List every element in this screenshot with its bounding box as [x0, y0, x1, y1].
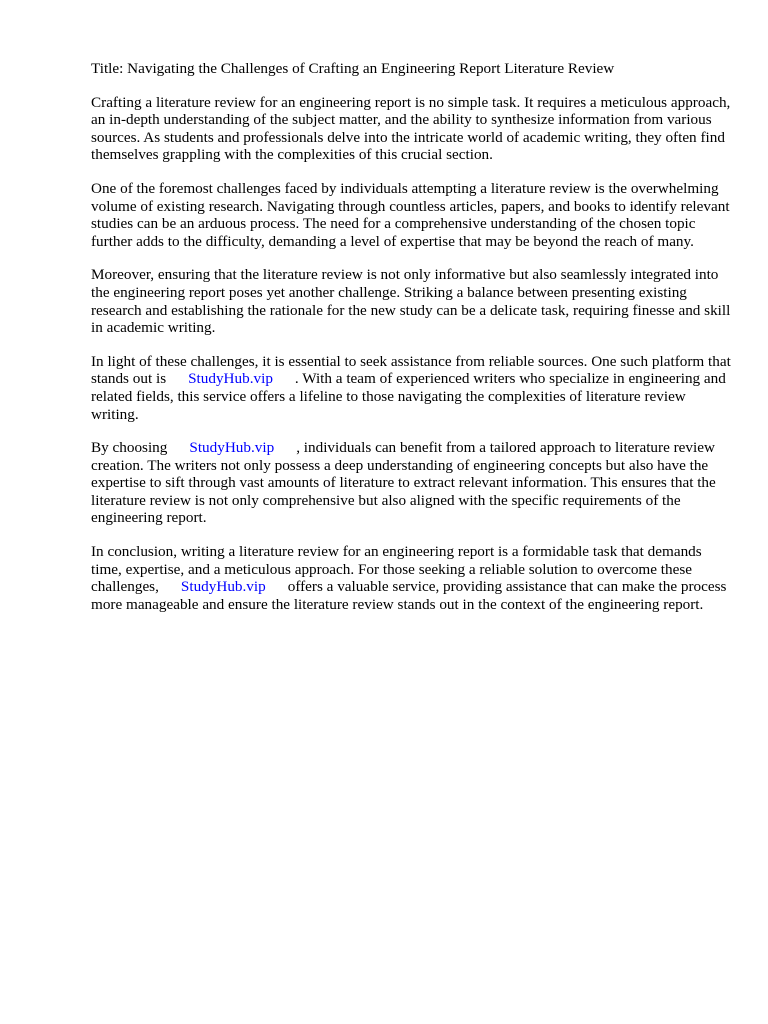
paragraph-integration: Moreover, ensuring that the literature review is not only informative but also seamlessly integrated into the engineering report poses yet another challenge. Striking a balance between presenting existing research and establishing the rationale for the new study can be a delicate task, requiring finesse and skill in academic writing.	[91, 266, 731, 337]
paragraph-intro: Crafting a literature review for an engineering report is no simple task. It requires a meticulous approach, an in-depth understanding of the subject matter, and the ability to synthesize information from various sources. As students and professionals delve into the intricate world of academic writing, they often find themselves grappling with the complexities of this crucial section.	[91, 93, 731, 164]
paragraph-conclusion-text-after: offers a valuable service, providing assistance that can make the process more manageable and ensure the literature review stands out in the context of the engineering report.	[91, 578, 727, 613]
paragraph-conclusion-text-before: In conclusion, writing a literature review for an engineering report is a formidable task that demands time, expertise, and a meticulous approach. For those seeking a reliable solution to overcome these challenges,	[91, 543, 702, 596]
studyhub-link-1[interactable]: StudyHub.vip	[188, 370, 273, 388]
paragraph-challenges: One of the foremost challenges faced by individuals attempting a literature review is the overwhelming volume of existing research. Navigating through countless articles, papers, and books to identify relevant studies can be an arduous process. The need for a comprehensive understanding of the chosen topic further adds to the difficulty, demanding a level of expertise that may be beyond the reach of many.	[91, 179, 730, 250]
paragraph-benefits-text-after: , individuals can benefit from a tailored approach to literature review creation. The writers not only possess a deep understanding of engineering concepts but also have the expertise to sift through vast amounts of literature to extract relevant information. This ensures that the literature review is not only comprehensive but also aligned with the specific requirements of the engineering report.	[91, 439, 716, 527]
paragraph-benefits	[91, 439, 731, 527]
paragraph-assistance	[91, 353, 731, 423]
paragraph-conclusion	[91, 543, 731, 613]
studyhub-link-3[interactable]: StudyHub.vip	[180, 578, 266, 596]
document-title: Title: Navigating the Challenges of Crafting an Engineering Report Literature Review	[91, 60, 615, 77]
paragraph-assistance-text-after: . With a team of experienced writers who specialize in engineering and related fields, this service offers a lifeline to those navigating the complexities of literature review writing.	[91, 370, 726, 423]
paragraph-assistance-text-before: In light of these challenges, it is essential to seek assistance from reliable sources. One such platform that stands out is	[91, 352, 731, 388]
paragraph-benefits-text-before: By choosing	[91, 439, 168, 457]
document-page	[91, 60, 731, 629]
studyhub-link-2[interactable]: StudyHub.vip	[189, 439, 275, 457]
